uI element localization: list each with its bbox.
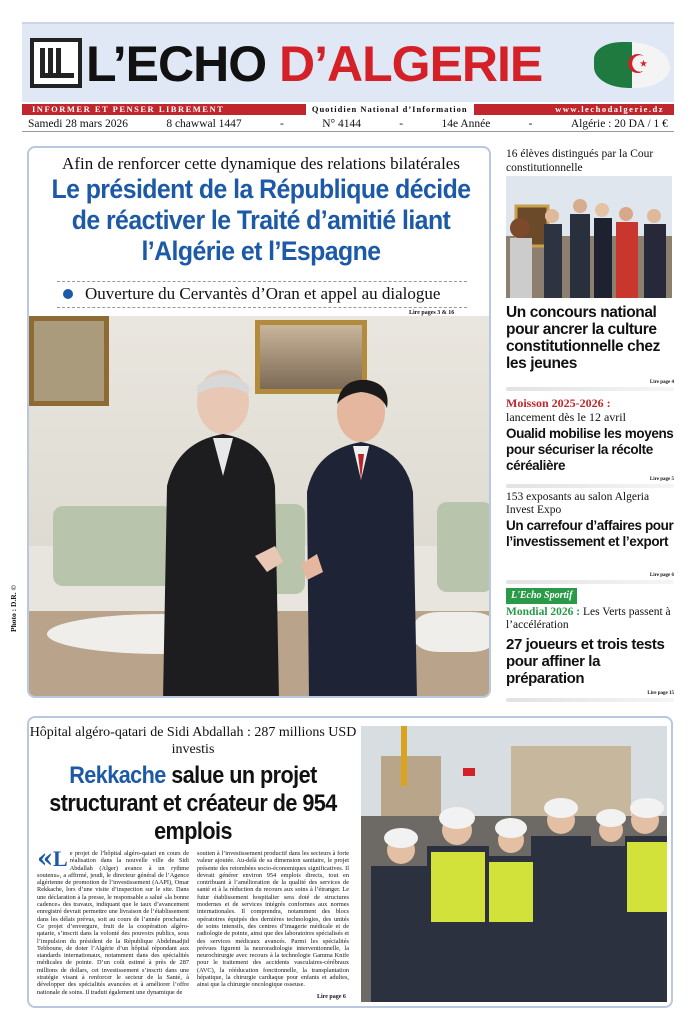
quote-mark-icon: « [37,844,54,874]
bottom-body-col1: Le projet de l’hôpital algéro-qatari en cours de réalisation dans la nouvelle ville de Sidi Abdallah (Alger) avance à un rythme soutenu», a affirmé, jeudi, le directeur général de l’Agence algérienne de promotion de l’investissement (AAPI), Omar Rekkache, lors d’une visite d’inspection sur le site. Dans une déclaration à la presse, le responsable a salué «la bonne cadence» des travaux, indiquant que le taux d’avancement enregistré devrait permettre une livraison de l’établissement dans les délais prévus, soit au cours de l’année prochaine. Ce projet d’envergure, fruit de la coopération algéro-qatarie, s’inscrit dans la volonté des pouvoirs publics, sous l’impulsion du président de la République Abdelmadjid Tebboune, de doter l’Algérie d’un hôpital répondant aux standards internationaux, notamment dans des spécialités médicales de pointe. D’un coût estimé à près de 287 millions de dollars, cet investissement s’inscrit dans une stratégie visant à renforcer le secteur de la Santé, à développer des spécialités avancées et à améliorer l’offre nationale de soins. Il traduit également une dynamique de [37,850,189,996]
side-headline-2[interactable]: Oualid mobilise les moyens pour sécuriser la récolte céréalière [506,426,674,473]
issue-info-line [22,116,674,132]
person-left-figure [157,366,283,698]
main-story[interactable] [27,146,491,698]
divider [506,580,674,584]
bullet-icon [63,289,73,299]
read-more-link[interactable]: Lire pages 3 & 16 [409,310,455,316]
masthead [22,22,674,102]
read-more-link[interactable]: Lire page 5 [649,477,674,482]
main-kicker: Afin de renforcer cette dynamique des relations bilatérales [62,154,460,173]
main-headline[interactable]: Le président de la République décide de réactiver le Traité d’amitié liant l’Algérie et l’Espagne [51,174,471,266]
issue-price: Algérie : 20 DA / 1 € [570,117,668,130]
issue-date: Samedi 28 mars 2026 [28,117,128,130]
bottom-story[interactable] [27,716,673,1008]
main-photo [29,316,491,698]
bottom-kicker: Hôpital algéro-qatari de Sidi Abdallah : 287 millions USD investis [29,725,357,757]
subtitle: Quotidien National d’Information [306,104,474,115]
bottom-headline[interactable]: Rekkache salue un projet structurant et créateur de 954 emplois [49,762,337,845]
divider [506,484,674,488]
crescent-star-icon: ☪ [626,50,650,80]
separator: - [399,117,404,130]
side-kicker-2: Moisson 2025-2026 : lancement dès le 12 avril [506,396,626,424]
issue-number: N° 4144 [322,117,361,130]
newspaper-logo-icon [30,38,82,88]
read-more-link[interactable]: Lire page 6 [649,573,674,578]
separator: - [528,117,533,130]
side-headline-3[interactable]: Un carrefour d’affaires pour l’investissement et l’export [506,518,674,549]
slogan-bar [22,104,674,115]
side-kicker-3: 153 exposants au salon Algeria Invest Expo [506,491,650,516]
read-more-link[interactable]: Lire page 4 [649,380,674,385]
read-more-link[interactable]: Lire page 6 [317,994,346,1000]
sport-section-tag[interactable]: L'Echo Sportif [506,588,577,604]
divider [506,698,674,702]
side-kicker-1: 16 élèves distingués par la Cour constitutionnelle [506,148,654,174]
side-kicker-4: Mondial 2026 : Les Verts passent à l’accélération [506,606,671,631]
bottom-photo-hospital-visit [361,726,667,1002]
side-photo-constitutional [506,176,672,298]
slogan: INFORMER ET PENSER LIBREMENT [32,104,225,114]
newspaper-title[interactable]: L’ECHO D’ALGERIE [86,36,543,92]
side-headline-4[interactable]: 27 joueurs et trois tests pour affiner la préparation [506,636,665,687]
divider [506,387,674,391]
separator: - [280,117,284,130]
read-more-link[interactable]: Lire page 15 [647,691,674,696]
main-bullet [57,281,467,308]
bullet-text: Ouverture du Cervantès d’Oran et appel au dialogue [85,284,441,303]
person-right-figure [301,376,419,698]
photo-credit: Photo : D.R. © [9,584,18,632]
website-link[interactable]: www.lechodalgerie.dz [555,104,664,114]
painting-left [29,316,109,406]
side-headline-1[interactable]: Un concours national pour ancrer la culture constitutionnelle chez les jeunes [506,304,660,372]
bottom-body-col2: soutien à l’investissement productif dans les secteurs à forte valeur ajoutée. Au-delà de sa dimension sanitaire, le projet présente des retombées socio-économiques significatives. Il devrait générer environ 954 emplois directs, tout en contribuant à l’amélioration de la qualité des services de santé et à la réduction du recours aux soins à l’étranger. Le futur établissement hospitalier sera doté de structures modernes et de services intégrés conformes aux normes internationales. Il comprendra, notamment des blocs opératoires équipés des dernières technologies, des unités de soins intensifs, des centres d’imagerie médicale et de radiologie de pointe, ainsi que des laboratoires spécialisés et des services médicaux avancés. Parmi les spécialités prévues figurent la neuroradiologie interventionnelle, la neurochirurgie avec recours à la technologie Gamma Knife pour le traitement des accidents vasculaires-cérébraux (AVC), la rééducation fonctionnelle, la transplantation hépatique, la chirurgie cardiaque pour enfants et adultes, ainsi que la chirurgie oncologique osseuse. [197,850,349,989]
issue-year: 14e Année [441,117,491,130]
hijri-date: 8 chawwal 1447 [166,117,242,130]
